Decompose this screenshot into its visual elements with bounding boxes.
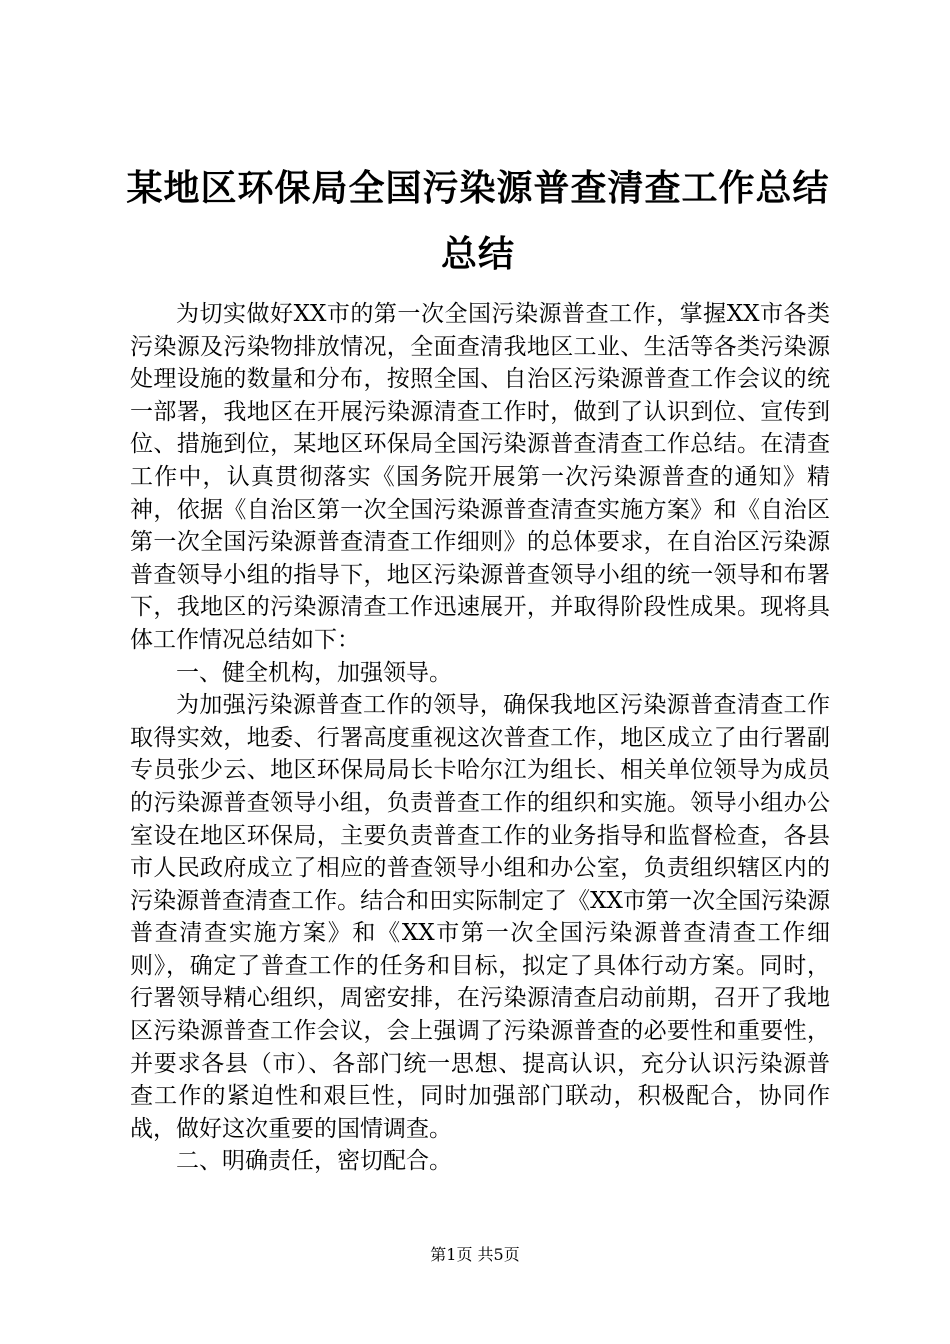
paragraph-intro: 为切实做好XX市的第一次全国污染源普查工作，掌握XX市各类污染源及污染物排放情况，全面查清我地区工业、生活等各类污染源处理设施的数量和分布，按照全国、自治区污染源普查工作会议的统一部署，我地区在开展污染源清查工作时，做到了认识到位、宣传到位、措施到位，某地区环保局全国污染源普查清查工作总结。在清查工作中，认真贯彻落实《国务院开展第一次污染源普查的通知》精神，依据《自治区第一次全国污染源普查清查实施方案》和《自治区第一次全国污染源普查清查工作细则》的总体要求，在自治区污染源普查领导小组的指导下，地区污染源普查领导小组的统一领导和布署下，我地区的污染源清查工作迅速展开，并取得阶段性成果。现将具体工作情况总结如下： bbox=[130, 301, 830, 653]
document-body bbox=[130, 298, 830, 1178]
page-footer bbox=[0, 1244, 950, 1266]
section-heading-2: 二、明确责任，密切配合。 bbox=[176, 1148, 452, 1175]
page-number: 第1页 共5页 bbox=[430, 1245, 520, 1264]
paragraph-section-1: 为加强污染源普查工作的领导，确保我地区污染源普查清查工作取得实效，地委、行署高度重视这次普查工作，地区成立了由行署副专员张少云、地区环保局局长卡哈尔江为组长、相关单位领导为成员的污染源普查领导小组，负责普查工作的组织和实施。领导小组办公室设在地区环保局，主要负责普查工作的业务指导和监督检查，各县市人民政府成立了相应的普查领导小组和办公室，负责组织辖区内的污染源普查清查工作。结合和田实际制定了《XX市第一次全国污染源普查清查实施方案》和《XX市第一次全国污染源普查清查工作细则》，确定了普查工作的任务和目标，拟定了具体行动方案。同时，行署领导精心组织，周密安排，在污染源清查启动前期，召开了我地区污染源普查工作会议，会上强调了污染源普查的必要性和重要性，并要求各县（市）、各部门统一思想、提高认识，充分认识污染源普查工作的紧迫性和艰巨性，同时加强部门联动，积极配合，协同作战，做好这次重要的国情调查。 bbox=[130, 692, 830, 1142]
section-heading-1: 一、健全机构，加强领导。 bbox=[176, 659, 452, 686]
document-title: 某地区环保局全国污染源普查清查工作总结总结 bbox=[126, 168, 830, 275]
